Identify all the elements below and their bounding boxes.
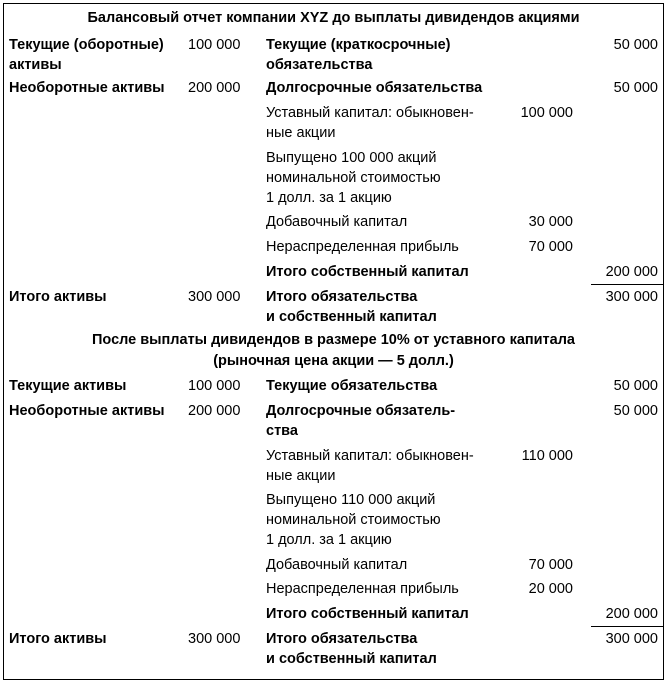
noncurrent-assets-label: Необоротные активы	[9, 403, 165, 419]
total-assets-label: Итого активы	[9, 289, 107, 305]
noncurrent-assets-value: 200 000	[188, 80, 241, 96]
issued-shares-note: Выпущено 110 000 акций номинальной стоимостью 1 долл. за 1 акцию	[266, 492, 441, 548]
common-stock-value: 110 000	[521, 448, 573, 464]
common-stock-label: Уставный капитал: обыкновен- ные акции	[266, 448, 474, 484]
total-equity-label: Итого собственный капитал	[266, 264, 469, 280]
total-equity-value: 200 000	[605, 606, 658, 622]
total-assets-label: Итого активы	[9, 631, 107, 647]
total-liabilities-equity-label: Итого обязательства и собственный капитал	[266, 631, 437, 667]
current-liabilities-label: Текущие обязательства	[266, 378, 438, 394]
apic-value: 30 000	[528, 214, 573, 230]
total-liabilities-equity-value: 300 000	[605, 631, 658, 647]
balance-sheet-table	[3, 3, 664, 680]
apic-label: Добавочный капитал	[266, 557, 408, 573]
before-total-rule	[591, 284, 663, 285]
before-title: Балансовый отчет компании XYZ до выплаты дивидендов акциями	[87, 10, 580, 26]
common-stock-label: Уставный капитал: обыкновен- ные акции	[266, 105, 474, 141]
after-title: После выплаты дивидендов в размере 10% от уставного капитала (рыночная цена акции — 5 долл.)	[91, 332, 576, 369]
total-equity-label: Итого собственный капитал	[266, 606, 469, 622]
retained-earnings-label: Нераспределенная прибыль	[266, 581, 459, 597]
longterm-liabilities-label: Долгосрочные обязатель- ства	[266, 403, 456, 439]
noncurrent-assets-label: Необоротные активы	[9, 80, 165, 96]
total-assets-value: 300 000	[188, 289, 241, 305]
current-liabilities-value: 50 000	[613, 378, 658, 394]
issued-shares-note: Выпущено 100 000 акций номинальной стоимостью 1 долл. за 1 акцию	[266, 150, 441, 206]
longterm-liabilities-label: Долгосрочные обязательства	[266, 80, 483, 96]
retained-earnings-value: 20 000	[528, 581, 573, 597]
current-liabilities-label: Текущие (краткосрочные) обязательства	[266, 37, 451, 73]
total-liabilities-equity-value: 300 000	[605, 289, 658, 305]
retained-earnings-label: Нераспределенная прибыль	[266, 239, 459, 255]
current-assets-value: 100 000	[188, 378, 241, 394]
total-liabilities-equity-label: Итого обязательства и собственный капитал	[266, 289, 437, 325]
common-stock-value: 100 000	[520, 105, 573, 121]
total-equity-value: 200 000	[605, 264, 658, 280]
apic-label: Добавочный капитал	[266, 214, 408, 230]
current-liabilities-value: 50 000	[613, 37, 658, 53]
retained-earnings-value: 70 000	[528, 239, 573, 255]
longterm-liabilities-value: 50 000	[613, 403, 658, 419]
longterm-liabilities-value: 50 000	[613, 80, 658, 96]
apic-value: 70 000	[528, 557, 573, 573]
total-assets-value: 300 000	[188, 631, 241, 647]
current-assets-label: Текущие активы	[9, 378, 127, 394]
after-total-rule	[591, 626, 663, 627]
noncurrent-assets-value: 200 000	[188, 403, 241, 419]
current-assets-value: 100 000	[188, 37, 241, 53]
current-assets-label: Текущие (оборотные) активы	[9, 37, 164, 73]
